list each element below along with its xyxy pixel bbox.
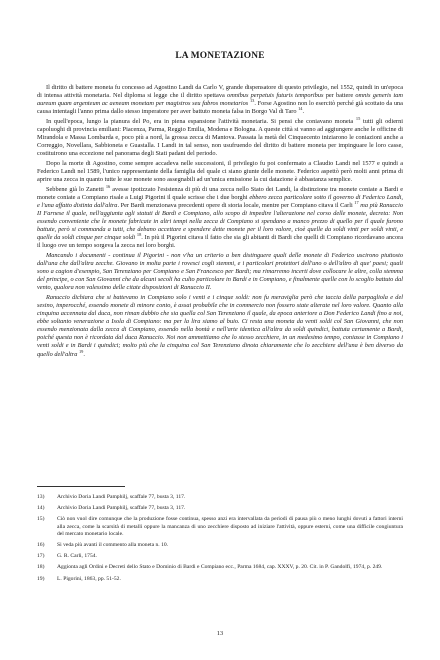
text-run: . bbox=[83, 350, 85, 358]
text-run: . Per Bardi menzionava precedenti opere di storia locale, mentre per Compiano citava il Carli bbox=[117, 201, 355, 209]
paragraph bbox=[37, 252, 403, 292]
footnote-text: Aggionta agli Ordini e Decreti dello Stato e Dominio di Bardi e Compiano ecc., Parma 1684, cap. XXXV, p. 20. Cit. in P. Gandolfi, 1974, p. 249. bbox=[57, 564, 383, 571]
italic-run: Mancando i documenti - continua il Pigorini - non v'ha un criterio a ben distinguere quali delle monete di Federico uscirono piuttosto dall'una che dall'altra zecche. Giovano in molta parte i rovesci cogli stemmi, e i particolari protettori dell'uno o dell'altro di que' paesi; quali sono a cagion d'esempio, San Terenziano per Compiano e San Francesco per Bardi; ma rimarremo incerti dove collocare le altre, colla stemma del principe, o con San Giovanni che da alcuni secoli ha culto particolare in Bardi e in Compiano, e finalmente quelle con lo scoglio battuto dal vento, qualora non valessimo delle citate disposizioni di Ranuccio II. bbox=[37, 251, 403, 292]
footnote-text: G. R. Carli, 1754. bbox=[57, 553, 97, 560]
text-run: . bbox=[302, 108, 305, 116]
footnote-number: 16) bbox=[37, 542, 45, 549]
paragraph bbox=[37, 294, 403, 359]
footnote-number: 14) bbox=[37, 505, 45, 512]
footnote-ref: 18 bbox=[136, 232, 142, 238]
body-text bbox=[37, 84, 403, 360]
text-run: avesse ipotizzato l'esistenza di più di una zecca nello Stato dei Landi, la distinzione tra monete coniate a Bardi e monete coniate a Compiano risale a Luigi Pigorini il quale scrisse che i due borghi bbox=[37, 185, 403, 201]
paragraph bbox=[37, 84, 403, 116]
footnote-ref: 17 bbox=[354, 199, 359, 205]
paragraph bbox=[37, 160, 403, 184]
footnotes bbox=[37, 494, 403, 587]
footnote-number: 17) bbox=[37, 553, 45, 560]
footnote-separator bbox=[37, 486, 125, 487]
footnote-text: Archivio Doria Landi Pamphilj, scaffale 77, busta 3, 117. bbox=[57, 505, 186, 512]
footnote-ref: 14 bbox=[298, 106, 303, 112]
text-run: In quell'epoca, lungo la pianura del Po, era in piena espansione l'attività monetaria. Si pensi che coniavano moneta bbox=[46, 117, 356, 125]
footnote-ref: 15 bbox=[355, 115, 361, 121]
footnote-text: Si veda più avanti il commento alla moneta n. 10. bbox=[57, 542, 169, 549]
text-run: per battere bbox=[323, 92, 356, 100]
text-run: Sebbene già lo Zanetti bbox=[46, 185, 106, 193]
footnote bbox=[37, 576, 403, 583]
footnote-ref: 19 bbox=[78, 348, 84, 354]
text-run: . Forse Agostino non lo esercitò perché già scottato da una causa intentagli l'anno prima dallo stesso imperatore per aver battuto moneta falsa in Borgo Val di Taro bbox=[37, 100, 403, 116]
footnote-number: 13) bbox=[37, 494, 45, 500]
footnote bbox=[37, 553, 403, 560]
footnote-text: Ciò non vuol dire comunque che la produzione fosse continua, spesso anzi era intervallata da periodi di pausa più o meno lunghi dovuti a fattori interni alla zecca, come la scarsità di metalli oppure la mancanza di uno zecchiere disposto ad iniziare l'attività, oppure esterni, come una difficile congiuntura del mercato monetario locale. bbox=[57, 516, 403, 537]
page-title: LA MONETAZIONE bbox=[175, 51, 265, 61]
paragraph bbox=[37, 115, 403, 158]
page-number: 13 bbox=[216, 630, 224, 637]
italic-run: omnis generis tam aureum quam argenteum ac aeneam monetam per magistros seu fabros monetarios bbox=[37, 92, 403, 108]
footnote bbox=[37, 564, 403, 571]
footnote bbox=[37, 542, 403, 549]
text-run: tutti gli odierni capoluoghi di provincia emiliani: Piacenza, Parma, Reggio Emilia, Modena e Bologna. A queste città si vanno ad aggiungere anche le officine di Mirandola e Massa Lombarda e, poco più a nord, la grossa zecca di Mantova. Passata la metà del Cinquecento iniziarono le coniazioni anche a Correggio, Novellara, Sabbioneta e Guastalla. I Landi in tal senso, non usufruendo del diritto di battere moneta per impinguare le loro casse, costituirono una eccezione nel panorama degli Stati padani del periodo. bbox=[37, 117, 403, 158]
italic-run: omnibus perpetuis futuris temporibus bbox=[227, 92, 324, 100]
italic-run: Ranuccio dichiara che si battevano in Compiano solo i venti e i cinque soldi: non fu meraviglia però che taccia della parpagliola e del sesino, imperocché, essendo monete di minore conto, è assai probabile che in commercio non fossero state alterate nel loro valore. Quanto alla cinquina accennata dal duca, non riman dubbio che sia quella col San Terenziano il quale, da epoca anteriore a Don Federico Landi fino a noi, ebbe soltanto venerazione a Isola di Compiano: ma per la lira siamo al buio. Ci resta una moneta da venti soldi col San Giovanni, che non essendo menzionata dalla zecca di Compiano, essendo nella bontà e nell'arte identica all'altra da soldi quindici, battuta certamente a Bardi, poiché questa non è ricordata dal duca Ranuccio. Noi non ammettiamo che lo stesso zecchiere, in un medesimo tempo, coniasse in Compiano i venti soldi e in Bardi i quindici; molto più che la cinquina col San Terenziano dinota chiaramente che lo zecchiere dell'una è ben diverso da quello dell'altra bbox=[37, 293, 403, 358]
footnote bbox=[37, 516, 403, 538]
text-run: Il diritto di battere moneta fu concesso ad Agostino Landi da Carlo V, grande dispensatore di questo privilegio, nel 1552, quindi in un'epoca di intensa attività monetaria. Nel diploma si legge che il diritto spettava bbox=[37, 84, 403, 100]
footnote-number: 15) bbox=[37, 516, 45, 523]
footnote bbox=[37, 505, 403, 512]
italic-run: ma più Ranuccio II Farnese il quale, nell'aggiunta agli statuti di Bardi e Compiano, allo scopo di impedire l'alterazione nel corso delle monete, decreta: Non essendo conveniente che le monete fabricate in altri tempi nella zecca di Compiano si spendano a manco prezzo di quello per il quale furono battute, però si commanda a tutti, che debano accettare e spendere dette monete per il loro valore, cioè quelle da soldi vinti per soldi vinti, e quelle da soldi cinque per cinque soldi bbox=[37, 201, 403, 242]
footnote-number: 19) bbox=[37, 575, 45, 582]
footnote-ref: 16 bbox=[105, 183, 111, 189]
text-run: . In più il Pigorini citava il fatto che sia gli abitanti di Bardi che quelli di Compiano ricordavano ancora il luogo ove un tempo sorgeva la zecca nei loro borghi. bbox=[37, 234, 404, 250]
document-page bbox=[37, 0, 403, 660]
footnote-ref: 13 bbox=[249, 98, 255, 104]
italic-run: ebbero zecca particolare sotto il governo di Federico Landi, e l'una affatto distinta dall'altra bbox=[37, 193, 403, 209]
paragraph bbox=[37, 183, 404, 251]
text-run: Dopo la morte di Agostino, come sempre accadeva nelle successioni, il privilegio fu poi confermato a Claudio Landi nel 1577 e quindi a Federico Landi nel 1589, l'unico rappresentante della famiglia del quale ci siano giunte delle monete. Federico aspettò però molti anni prima di aprire una zecca in quanto tutte le sue monete sono assegnabili ad un'unica emissione la cui datazione è abbastanza semplice. bbox=[37, 159, 403, 184]
footnote-text: L. Pigorini, 1863, pp. 51-52. bbox=[57, 575, 121, 582]
footnote-text: Archivio Doria Landi Pamphilj, scaffale 77, busta 3, 117. bbox=[57, 494, 186, 500]
footnote-number: 18) bbox=[37, 564, 45, 571]
footnote bbox=[37, 494, 403, 501]
